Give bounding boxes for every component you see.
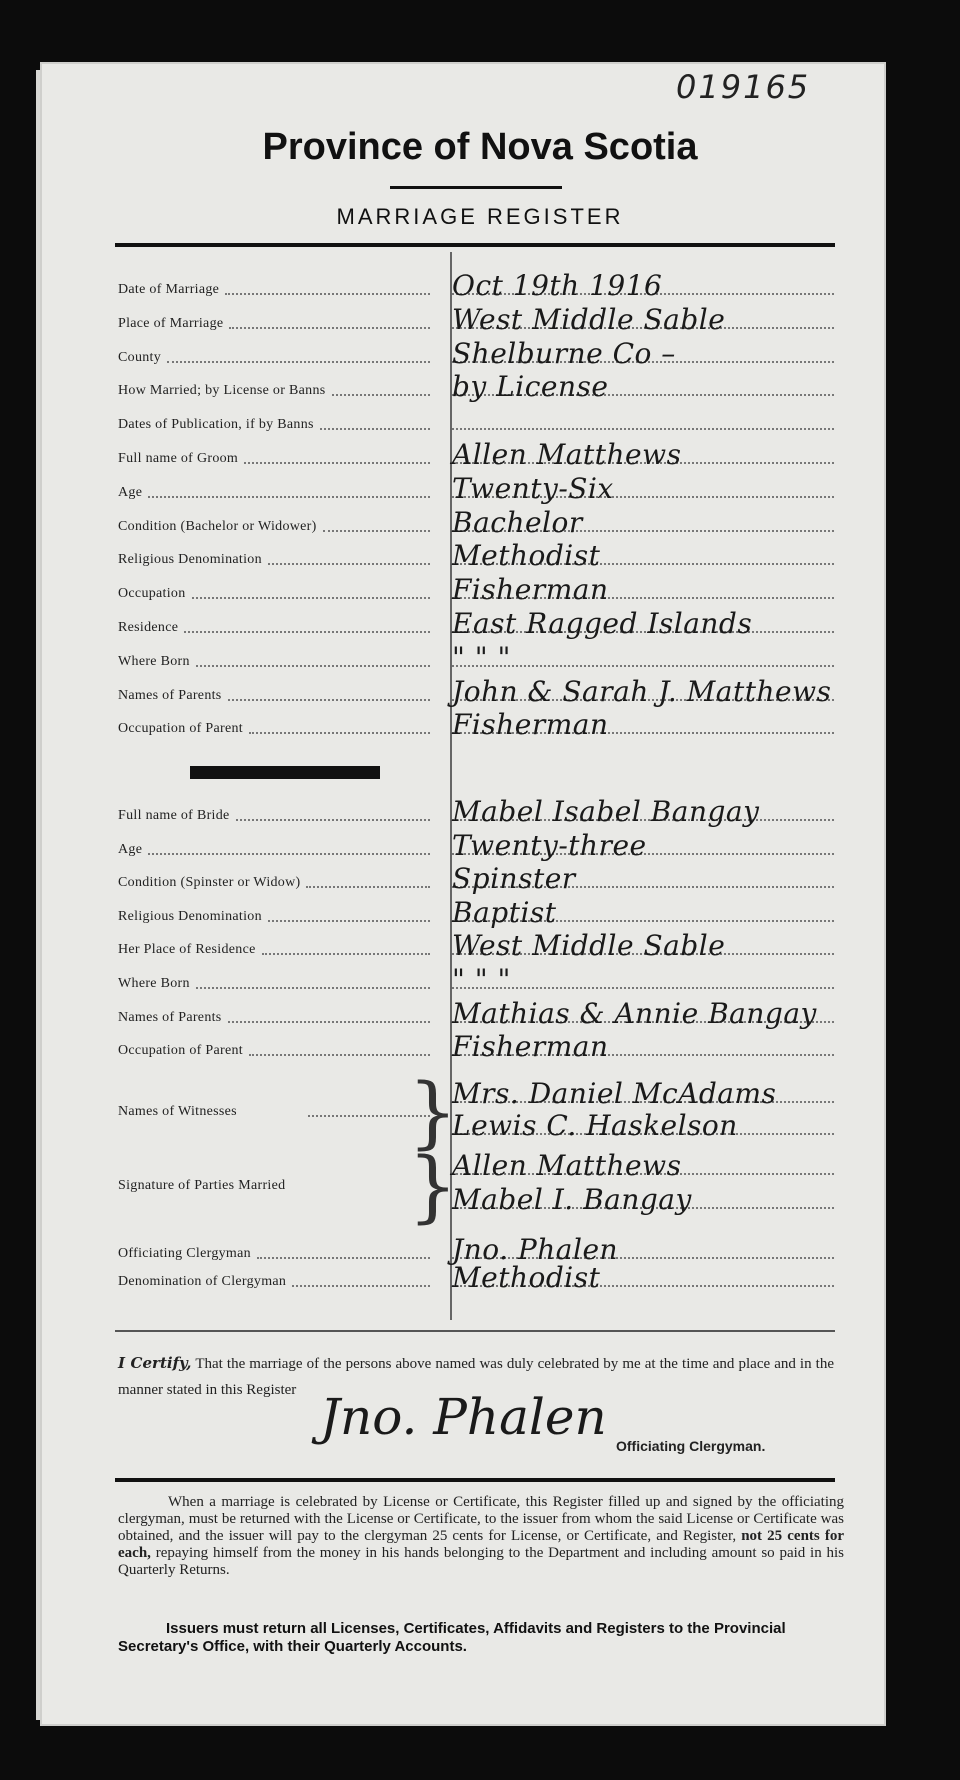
label-dot-leader	[249, 1054, 430, 1056]
groom-field-label: Full name of Groom	[118, 451, 239, 466]
bride-field-row-condition-spinster-or-widow	[118, 862, 834, 896]
certify-lead: I Certify,	[118, 1354, 192, 1372]
clergyman-signature: Jno. Phalen	[320, 1388, 607, 1446]
label-dot-leader	[196, 665, 430, 667]
label-dot-leader	[228, 699, 430, 701]
page-title: Province of Nova Scotia	[262, 126, 698, 168]
groom-field-label: Where Born	[118, 653, 190, 669]
groom-field-row-place-of-marriage	[118, 304, 834, 334]
groom-field-row-occupation-of-parent	[118, 708, 834, 742]
label-dot-leader	[228, 1021, 430, 1023]
bride-field-value: Mabel Isabel Bangay	[452, 795, 760, 828]
groom-field-row-names-of-parents	[118, 676, 834, 706]
groom-field-row-occupation	[118, 573, 834, 607]
groom-field-value: Fisherman	[452, 573, 609, 607]
signature-row-1	[118, 1146, 834, 1180]
label-dot-leader	[236, 819, 430, 821]
label-dot-leader	[323, 530, 430, 532]
title-divider	[390, 186, 562, 189]
dot-leader	[452, 428, 834, 430]
groom-field-value: " " "	[452, 640, 511, 674]
notice-tail: repaying himself from the money in his hands belonging to the Department and including amount so paid in his Quarterly Returns.	[118, 1545, 844, 1578]
bride-field-value: Twenty-three	[452, 828, 647, 862]
bride-field-value: West Middle Sable	[452, 929, 726, 963]
bride-field-row-full-name-of-bride	[118, 796, 834, 826]
label-dot-leader	[192, 597, 430, 599]
issuers-notice: Issuers must return all Licenses, Certificates, Affidavits and Registers to the Provincial Secretary's Office, with their Quarterly Accounts.	[118, 1620, 786, 1655]
bride-field-label: Where Born	[118, 976, 190, 991]
signature-brace: }	[408, 1142, 458, 1232]
label-dot-leader	[229, 327, 430, 329]
signature-groom-value: Allen Matthews	[452, 1149, 682, 1182]
officiating-clergyman-label: Officiating Clergyman.	[616, 1438, 766, 1454]
clergy-field-value: Jno. Phalen	[452, 1233, 619, 1266]
label-dot-leader	[292, 1285, 430, 1287]
label-dot-leader	[167, 361, 430, 363]
bride-field-row-occupation-of-parent	[118, 1030, 834, 1064]
groom-field-value: by License	[452, 370, 609, 404]
label-dot-leader	[148, 853, 430, 855]
groom-field-row-condition-bachelor-or-widower	[118, 507, 834, 537]
clergy-field-row-denomination-of-clergyman	[118, 1262, 834, 1292]
label-dot-leader	[184, 631, 430, 633]
groom-field-value: East Ragged Islands	[452, 607, 753, 640]
clergy-field-label: Officiating Clergyman	[118, 1246, 251, 1261]
notice-paragraph	[118, 1494, 844, 1579]
bride-field-value: Mathias & Annie Bangay	[452, 996, 817, 1030]
bride-field-row-where-born	[118, 964, 834, 994]
witnesses-label: Names of Witnesses	[118, 1104, 237, 1119]
groom-field-label: Age	[118, 484, 143, 500]
groom-field-value: Shelburne Co –	[452, 336, 676, 370]
signatures-label: Signature of Parties Married	[118, 1178, 286, 1193]
groom-field-row-date-of-marriage	[118, 270, 834, 300]
groom-field-label: Religious Denomination	[118, 552, 262, 568]
bride-field-label: Age	[118, 841, 143, 857]
groom-field-row-age	[118, 473, 834, 503]
groom-field-value: West Middle Sable	[452, 302, 726, 336]
groom-field-label: Occupation of Parent	[118, 721, 243, 737]
bride-field-label: Names of Parents	[118, 1009, 222, 1025]
label-dot-leader	[196, 987, 430, 989]
bride-field-value: " " "	[452, 963, 511, 996]
notice-rule	[115, 1478, 835, 1482]
bride-field-value: Fisherman	[452, 1030, 609, 1064]
groom-field-label: Condition (Bachelor or Widower)	[118, 518, 317, 534]
groom-field-row-full-name-of-groom	[118, 439, 834, 469]
witness-row-1	[118, 1074, 834, 1108]
groom-field-value: Oct 19th 1916	[452, 269, 663, 302]
label-dot-leader	[268, 563, 430, 565]
clergy-field-row-officiating-clergyman	[118, 1234, 834, 1264]
page-subtitle: MARRIAGE REGISTER	[336, 204, 624, 229]
bride-field-label: Occupation of Parent	[118, 1043, 243, 1059]
label-dot-leader	[249, 732, 430, 734]
groom-field-value: Bachelor	[452, 505, 583, 539]
label-dot-leader	[262, 953, 430, 955]
witness-1-value: Mrs. Daniel McAdams	[452, 1077, 777, 1110]
groom-field-row-how-married-by-license-or-banns	[118, 370, 834, 404]
groom-field-row-residence	[118, 608, 834, 638]
bride-field-row-her-place-of-residence	[118, 929, 834, 963]
groom-field-label: How Married; by License or Banns	[118, 383, 326, 399]
bride-field-label: Her Place of Residence	[118, 942, 256, 958]
groom-field-value: Methodist	[452, 539, 601, 573]
groom-field-value: Fisherman	[452, 708, 609, 742]
signature-row-2	[118, 1180, 834, 1214]
clergy-field-value: Methodist	[452, 1261, 601, 1294]
bride-field-value: Baptist	[452, 895, 557, 929]
witness-row-2	[118, 1106, 834, 1140]
notice-text: When a marriage is celebrated by License or Certificate, this Register filled up and signed by the officiating clergyman, must be returned with the License or Certificate, to the issuer from whom the said License or Certificate was obtained, and the issuer will pay to the clergyman 25 cents for License, or Certificate, and Register,	[118, 1494, 844, 1544]
label-dot-leader	[244, 462, 430, 464]
groom-field-label: Dates of Publication, if by Banns	[118, 417, 314, 433]
bride-field-label: Religious Denomination	[118, 908, 262, 924]
groom-field-row-county	[118, 338, 834, 368]
clergy-field-label: Denomination of Clergyman	[118, 1274, 287, 1289]
groom-field-row-dates-of-publication-if-by-banns	[118, 405, 834, 435]
label-dot-leader	[257, 1257, 430, 1259]
groom-field-value: Twenty-Six	[452, 471, 614, 505]
groom-field-value: Allen Matthews	[452, 438, 682, 471]
section-separator-bar	[190, 766, 380, 779]
label-dot-leader	[225, 293, 430, 295]
bride-field-row-religious-denomination	[118, 897, 834, 927]
groom-field-label: County	[118, 349, 162, 365]
groom-field-value: John & Sarah J. Matthews	[452, 674, 832, 708]
label-dot-leader	[320, 428, 430, 430]
groom-field-label: Residence	[118, 620, 179, 635]
bride-field-value: Spinster	[452, 862, 576, 896]
notice-bold: not 25 cents for each,	[118, 1528, 845, 1561]
register-number: 019165	[676, 68, 811, 106]
groom-field-row-where-born	[118, 642, 834, 672]
label-dot-leader	[332, 394, 430, 396]
bride-field-label: Full name of Bride	[118, 808, 230, 823]
bride-field-row-age	[118, 830, 834, 860]
label-dot-leader	[268, 920, 430, 922]
bride-field-row-names-of-parents	[118, 998, 834, 1028]
groom-field-label: Names of Parents	[118, 687, 222, 703]
label-dot-leader	[148, 496, 430, 498]
groom-field-label: Occupation	[118, 586, 186, 602]
header-rule	[115, 243, 835, 247]
witness-2-value: Lewis C. Haskelson	[452, 1109, 738, 1142]
bride-field-label: Condition (Spinster or Widow)	[118, 875, 301, 891]
certify-rule	[115, 1330, 835, 1332]
groom-field-label: Place of Marriage	[118, 315, 224, 331]
label-dot-leader	[306, 886, 430, 888]
certify-body: That the marriage of the persons above named was duly celebrated by me at the time and place and in the manner stated in this Register	[118, 1356, 834, 1398]
groom-field-label: Date of Marriage	[118, 282, 220, 297]
signature-bride-value: Mabel I. Bangay	[452, 1183, 692, 1216]
groom-field-row-religious-denomination	[118, 539, 834, 573]
witness-brace: }	[408, 1068, 458, 1158]
